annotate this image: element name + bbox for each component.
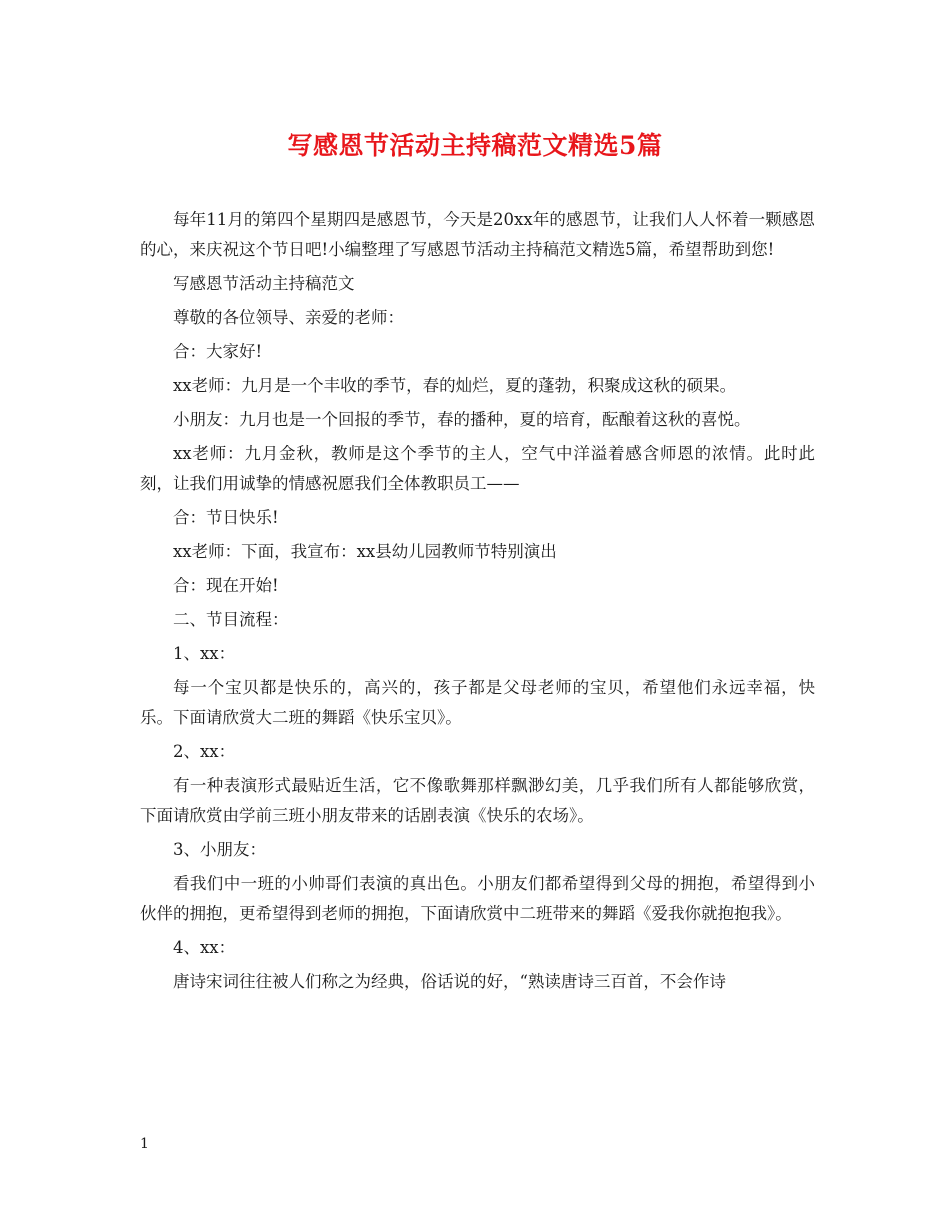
program-item-text: 每一个宝贝都是快乐的，高兴的，孩子都是父母老师的宝贝，希望他们永远幸福，快乐。下面请欣赏大二班的舞蹈《快乐宝贝》。 (140, 678, 815, 727)
paragraph-heading: 写感恩节活动主持稿范文 (173, 274, 355, 293)
page-number: 1 (140, 1136, 149, 1152)
program-item-text: 有一种表演形式最贴近生活，它不像歌舞那样飘渺幻美，几乎我们所有人都能够欣赏，下面请欣赏由学前三班小朋友带来的话剧表演《快乐的农场》。 (140, 776, 815, 825)
program-item-label: 3、小朋友： (173, 840, 266, 859)
paragraph-line: 合：节日快乐! (173, 508, 279, 527)
document-body (140, 205, 815, 1001)
section-heading: 二、节目流程： (173, 610, 289, 629)
program-item-text: 看我们中一班的小帅哥们表演的真出色。小朋友们都希望得到父母的拥抱，希望得到小伙伴的拥抱，更希望得到老师的拥抱，下面请欣赏中二班带来的舞蹈《爱我你就抱抱我》。 (140, 874, 815, 923)
paragraph-greeting: 尊敬的各位领导、亲爱的老师： (173, 308, 404, 327)
program-item-label: 4、xx： (173, 938, 236, 957)
paragraph-line: 合：大家好! (173, 342, 263, 361)
program-item-label: 1、xx： (173, 644, 236, 663)
paragraph-intro: 每年11月的第四个星期四是感恩节，今天是20xx年的感恩节，让我们人人怀着一颗感恩的心，来庆祝这个节日吧!小编整理了写感恩节活动主持稿范文精选5篇，希望帮助到您! (140, 210, 815, 259)
paragraph-line: xx老师：下面，我宣布：xx县幼儿园教师节特别演出 (173, 542, 557, 561)
paragraph-line: xx老师：九月金秋，教师是这个季节的主人，空气中洋溢着感含师恩的浓情。此时此刻，让我们用诚挚的情感祝愿我们全体教职员工—— (140, 444, 815, 493)
program-item-text: 唐诗宋词往往被人们称之为经典，俗话说的好，“熟读唐诗三百首，不会作诗 (173, 972, 726, 991)
program-item-label: 2、xx： (173, 742, 236, 761)
paragraph-line: 小朋友：九月也是一个回报的季节，春的播种，夏的培育，酝酿着这秋的喜悦。 (173, 410, 751, 429)
paragraph-line: xx老师：九月是一个丰收的季节，春的灿烂，夏的蓬勃，积聚成这秋的硕果。 (173, 376, 737, 395)
paragraph-line: 合：现在开始! (173, 576, 279, 595)
document-title: 写感恩节活动主持稿范文精选5篇 (287, 131, 663, 160)
